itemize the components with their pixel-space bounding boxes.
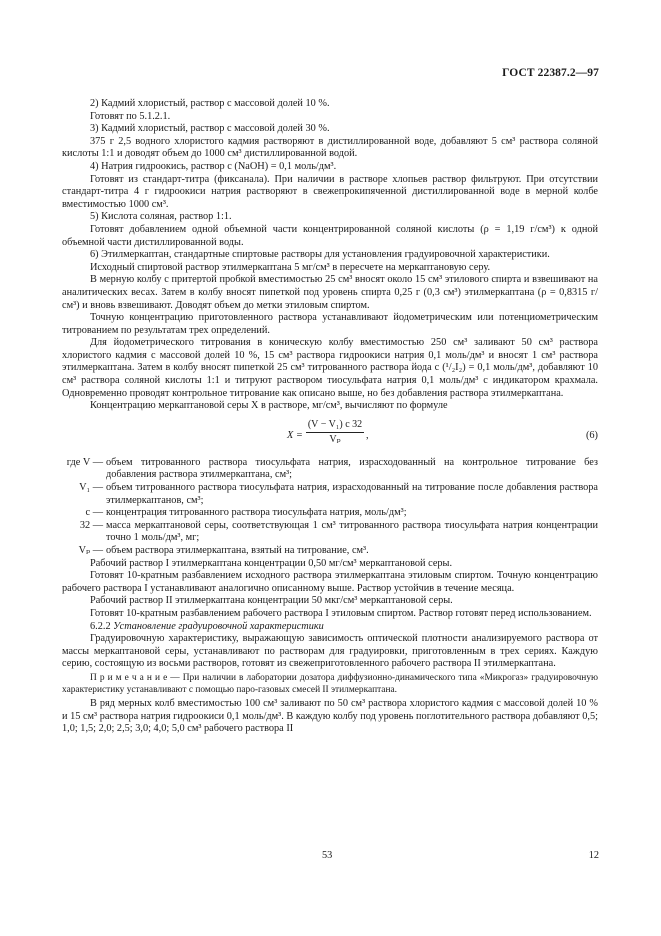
definition-symbol: V₁ — — [79, 482, 103, 494]
definition-item — [62, 507, 598, 520]
paragraph: Для йодометрического титрования в коническую колбу вместимостью 250 см³ заливают 50 см³ раствора хлористого кадмия с массовой долей 10 %, 15 см³ раствора гидроокиси натрия 0,1 моль/дм³ и вносят 1 см³ раствора этилмеркаптана. Затем в колбу вносят пипеткой 25 см³ титрованного раствора йода с (¹/₂I₂) = 0,1 моль/дм³, добавляют 10 см³ раствора соляной кислоты 1:1 и титруют раствором тиосульфата натрия 0,1 моль/дм³ с индикатором крахмала. Одновременно проводят контрольное титрование как описано выше, но без добавления раствора этилмеркаптана. — [62, 337, 598, 399]
paragraph: Градуировочную характеристику, выражающую зависимость оптической плотности анализируемого раствора от массы меркаптановой серы, устанавливают по растворам для градуировки, приготовленным в трех сериях. Каждую серию, состоящую из восьми растворов, готовят из свежеприготовленного рабочего раствора II этилмеркаптана. — [62, 633, 598, 670]
paragraph: В ряд мерных колб вместимостью 100 см³ заливают по 50 см³ раствора хлористого кадмия с массовой долей 10 % и 15 см³ раствора натрия гидроокиси 0,1 моль/дм³. В каждую колбу под уровень поглотительного раствора добавляют 0,5; 1,0; 1,5; 2,0; 2,5; 3,0; 4,0; 5,0 см³ рабочего раствора II — [62, 698, 598, 735]
paragraph: Готовят 10-кратным разбавлением исходного раствора этилмеркаптана этиловым спиртом. Точную концентрацию рабочего раствора I устанавливают аналогично описанному выше. Раствор устойчив в течение месяца. — [62, 570, 598, 594]
definition-symbol: 32 — — [79, 519, 103, 531]
paragraph: Исходный спиртовой раствор этилмеркаптана 5 мг/см³ в пересчете на меркаптановую серу. — [90, 261, 491, 273]
paragraph: 4) Натрия гидроокись, раствор c (NaOH) = 0,1 моль/дм³. — [90, 160, 337, 172]
definition-item — [62, 520, 598, 545]
definition-item — [62, 545, 598, 558]
paragraph: Готовят из стандарт-титра (фиксанала). При наличии в растворе хлопьев раствор фильтруют. При отсутствии стандарт-титра 4 г гидроокиси натрия растворяют в свежепрокипяченной дистиллированной воде в мерной колбе вместимостью 1000 см³. — [62, 173, 598, 210]
paragraph: Концентрацию меркаптановой серы X в растворе, мг/см³, вычисляют по формуле — [90, 400, 448, 412]
definition-text: объем титрованного раствора тиосульфата натрия, израсходованный на титрование после добавления раствора этилмеркаптанов, см³; — [106, 482, 598, 506]
paragraph: 3) Кадмий хлористый, раствор с массовой долей 30 %. — [90, 123, 330, 135]
definition-item — [62, 457, 598, 482]
formula-denominator: Vₚ — [329, 434, 341, 446]
definition-text: объем раствора этилмеркаптана, взятый на титрование, см³. — [106, 545, 369, 556]
definition-symbol: где V — — [66, 456, 103, 468]
definitions-list — [62, 457, 598, 558]
paragraph: 6) Этилмеркаптан, стандартные спиртовые растворы для установления градуировочной характеристики. — [90, 249, 550, 261]
formula-number: (6) — [585, 429, 598, 441]
formula-comma: , — [366, 429, 369, 441]
definition-text: масса меркаптановой серы, соответствующая 1 см³ титрованного раствора тиосульфата натрия концентрации точно 1 моль/дм³, мг; — [106, 519, 598, 544]
paragraph: Рабочий раствор II этилмеркаптана концентрации 50 мкг/см³ меркаптановой серы. — [90, 595, 453, 607]
definition-text: объем титрованного раствора тиосульфата натрия, израсходованный на контрольное титрование без добавления раствора этилмеркаптана, см³; — [106, 456, 598, 481]
sheet-number: 12 — [588, 850, 599, 861]
paragraph: 5) Кислота соляная, раствор 1:1. — [90, 211, 232, 223]
section-heading — [62, 621, 598, 634]
formula-lhs: X = — [287, 429, 303, 441]
definition-text: концентрация титрованного раствора тиосульфата натрия, моль/дм³; — [106, 507, 407, 519]
section-number: 6.2.2 — [90, 620, 111, 632]
paragraph: 2) Кадмий хлористый, раствор с массовой долей 10 %. — [90, 98, 330, 109]
note — [62, 673, 598, 696]
definition-item — [62, 482, 598, 507]
document-body — [62, 98, 598, 736]
paragraph: Точную концентрацию приготовленного раствора устанавливают йодометрическим или потенциометрическим титрованием по результатам трех определений. — [62, 312, 598, 336]
formula-fraction — [306, 419, 364, 447]
paragraph: 375 г 2,5 водного хлористого кадмия растворяют в дистиллированной воде, добавляют 5 см³ раствора соляной кислоты 1:1 и доводят объем до 1000 см³ дистиллированной водой. — [62, 135, 598, 160]
definition-symbol: Vₚ — — [78, 545, 103, 556]
definition-symbol: c — — [85, 507, 103, 519]
note-text: — При наличии в лаборатории дозатора диффузионно-динамического типа «Микрогаз» градуировочную характеристику устанавливают с помощью паро-газовых смесей II этилмеркаптана. — [62, 672, 599, 695]
page-number: 53 — [322, 850, 333, 861]
formula-6 — [62, 419, 598, 453]
paragraph: В мерную колбу с притертой пробкой вместимостью 25 см³ вносят около 15 см³ этилового спирта и взвешивают на аналитических весах. Затем в колбу вносят пипеткой под уровень спирта 0,25 г (0,3 см³) этилмеркаптана (ρ = 0,8315 г/см³) и вновь взвешивают. Доводят объем до метки этиловым спиртом. — [62, 274, 598, 311]
note-label: П р и м е ч а н и е — [90, 672, 168, 683]
section-title: Установление градуировочной характеристики — [113, 620, 324, 632]
paragraph: Готовят 10-кратным разбавлением рабочего раствора I этиловым спиртом. Раствор готовят перед использованием. — [90, 607, 592, 619]
document-code-header: ГОСТ 22387.2—97 — [502, 67, 599, 79]
paragraph: Готовят добавлением одной объемной части концентрированной соляной кислоты (ρ = 1,19 г/см³) к одной объемной части дистиллированной воды. — [62, 223, 598, 248]
formula-numerator: (V − V₁) c 32 — [306, 419, 364, 434]
paragraph: Рабочий раствор I этилмеркаптана концентрации 0,50 мг/см³ меркаптановой серы. — [90, 557, 453, 569]
paragraph: Готовят по 5.1.2.1. — [90, 110, 171, 122]
